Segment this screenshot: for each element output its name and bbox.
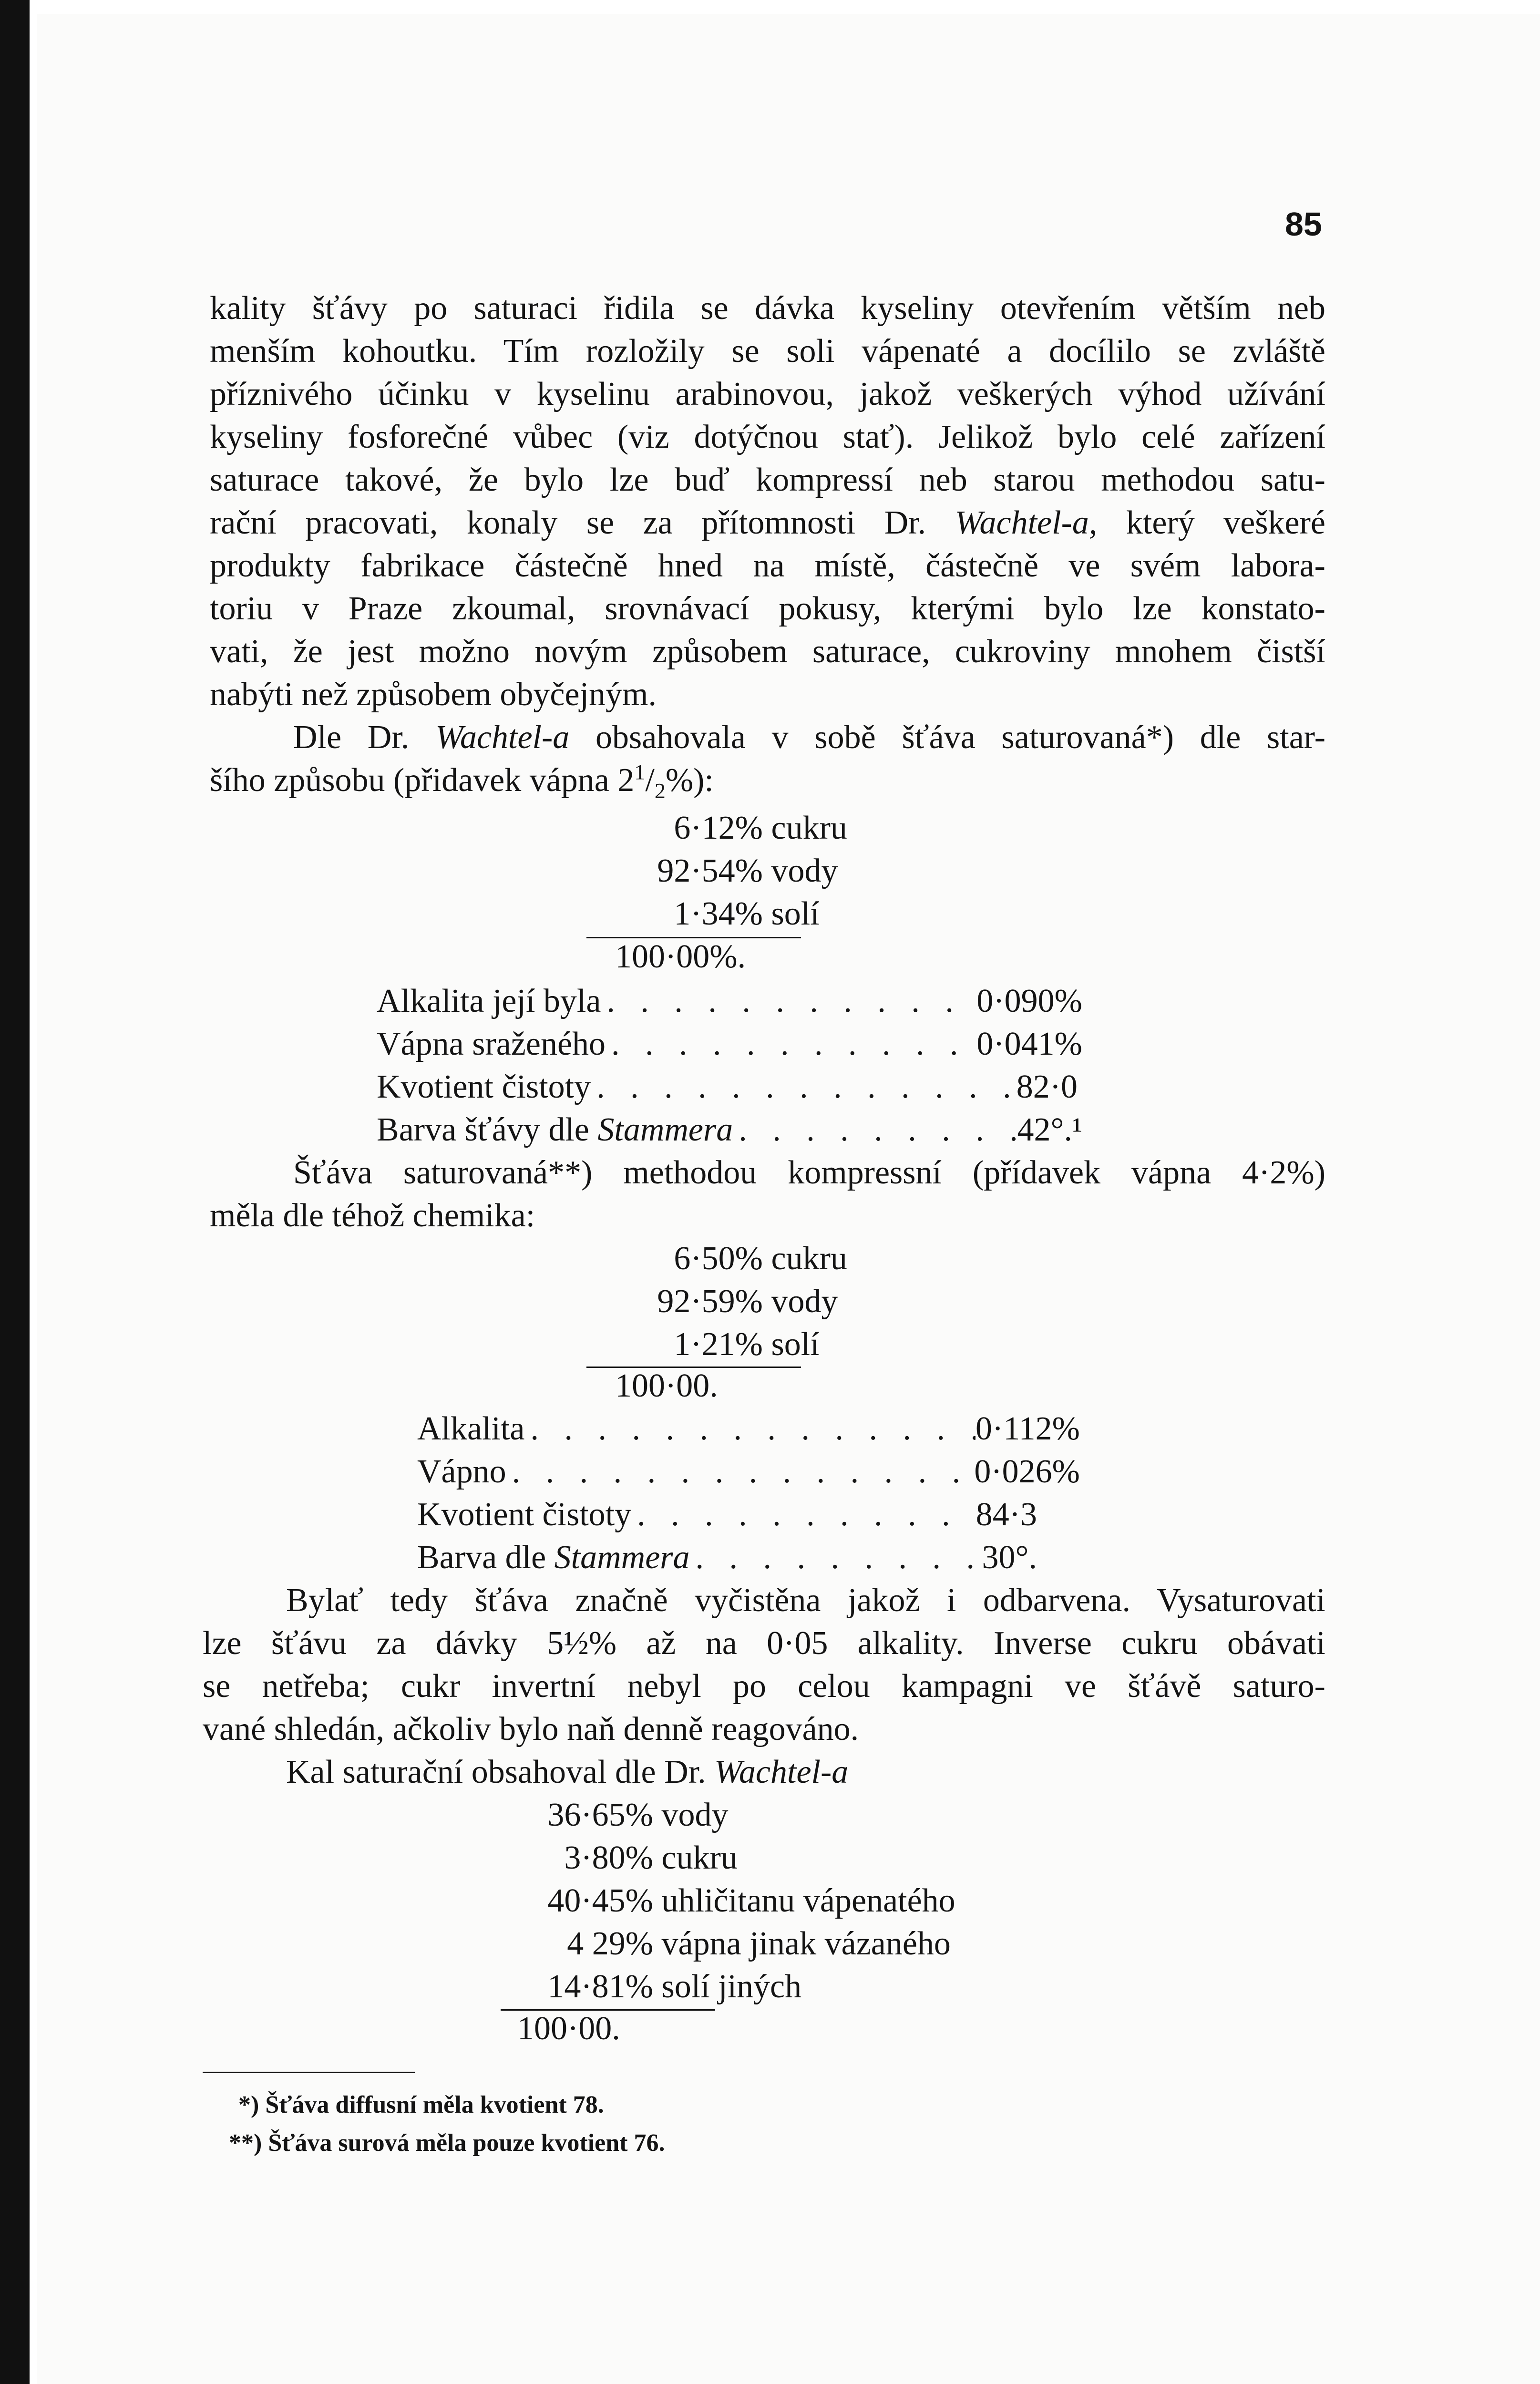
text-line: Kal saturační obsahoval dle Dr. Wachtel-a	[286, 1754, 849, 1790]
text-line: Šťáva saturovaná**) methodou kompressní (přídavek vápna 4·2%)	[293, 1154, 1325, 1191]
composition-row: 40·45% uhličitanu vápenatého	[547, 1882, 955, 1919]
composition-total: 100·00%.	[615, 938, 746, 975]
property-row: Vápna sraženého . . . 0·041%	[377, 1023, 1082, 1066]
text-line: kality šťávy po saturaci řidila se dávka kyseliny otevřením větším neb	[210, 290, 1325, 327]
composition-row: 4 29% vápna jinak vázaného	[567, 1925, 951, 1962]
composition-row: 14·81% solí jiných	[547, 1968, 802, 2005]
text-line: vati, že jest možno novým způsobem saturace, cukroviny mnohem čistší	[210, 633, 1325, 670]
text-line: Dle Dr. Wachtel-a obsahovala v sobě šťáva saturovaná*) dle star-	[293, 719, 1325, 756]
text-line: Bylať tedy šťáva značně vyčistěna jakož i odbarvena. Vysaturovati	[286, 1582, 1325, 1619]
text-line: nabýti než způsobem obyčejným.	[210, 676, 657, 713]
property-row: Alkalita . . . 0·112%	[417, 1408, 1080, 1450]
property-row: Barva dle Stammera . . . 30°.	[417, 1536, 1037, 1579]
scan-edge	[0, 0, 30, 2384]
composition-row: 1·34% solí	[674, 895, 820, 932]
composition-row: 92·54% vody	[657, 853, 838, 889]
text-line: šího způsobu (přidavek vápna $2^1/_2\%$):	[210, 760, 714, 802]
composition-row: 6·12% cukru	[674, 810, 847, 846]
property-row: Kvotient čistoty . . . 82·0	[377, 1066, 1078, 1109]
composition-row: 92·59% vody	[657, 1283, 838, 1320]
footnote: **) Šťáva surová měla pouze kvotient 76.	[229, 2129, 665, 2157]
property-row: Vápno . . . 0·026%	[417, 1450, 1080, 1493]
footnote-rule	[203, 2072, 415, 2073]
composition-row: 36·65% vody	[547, 1797, 729, 1833]
author-name: Wachtel-a	[435, 719, 570, 756]
composition-total: 100·00.	[517, 2010, 620, 2047]
property-row: Barva šťávy dle Stammera . . . 42°.¹	[377, 1109, 1082, 1151]
paragraph-1	[210, 287, 1325, 802]
composition-row: 6·50% cukru	[674, 1240, 847, 1277]
footnote: *) Šťáva diffusní měla kvotient 78.	[238, 2091, 604, 2118]
text-line: toriu v Praze zkoumal, srovnávací pokusy, kterými bylo lze konstato-	[210, 590, 1325, 627]
text-line: saturace takové, že bylo lze buď kompressí neb starou methodou satu-	[210, 462, 1325, 498]
composition-row: 1·21% solí	[674, 1326, 820, 1363]
page-number: 85	[1285, 206, 1322, 243]
text-line: kyseliny fosforečné vůbec (viz dotýčnou stať). Jelikož bylo celé zařízení	[210, 419, 1325, 455]
text-line: vané shledán, ačkoliv bylo naň denně reagováno.	[203, 1711, 859, 1747]
composition-row: 3·80% cukru	[564, 1839, 738, 1876]
text-line: se netřeba; cukr invertní nebyl po celou kampagni ve šťávě saturo-	[203, 1668, 1325, 1705]
text-line: produkty fabrikace částečně hned na místě, částečně ve svém labora-	[210, 547, 1325, 584]
text-line: rační pracovati, konaly se za přítomnosti Dr. Wachtel-a, který veškeré	[210, 504, 1325, 541]
author-name: Wachtel-a	[714, 1754, 849, 1790]
property-row: Kvotient čistoty . . . 84·3	[417, 1493, 1037, 1536]
author-name: Wachtel-a	[955, 504, 1089, 541]
text-line: menším kohoutku. Tím rozložily se soli vápenaté a docílilo se zvláště	[210, 333, 1325, 370]
paragraph-3	[210, 1151, 1325, 1237]
property-row: Alkalita její byla . . . 0·090%	[377, 980, 1082, 1023]
text-line: měla dle téhož chemika:	[210, 1197, 535, 1234]
text-line: příznivého účinku v kyselinu arabinovou, jakož veškerých výhod užívání	[210, 376, 1325, 412]
text-line: lze šťávu za dávky 5½% až na 0·05 alkality. Inverse cukru obávati	[203, 1625, 1325, 1662]
composition-total: 100·00.	[615, 1367, 718, 1404]
paragraph-4	[203, 1579, 1325, 1794]
